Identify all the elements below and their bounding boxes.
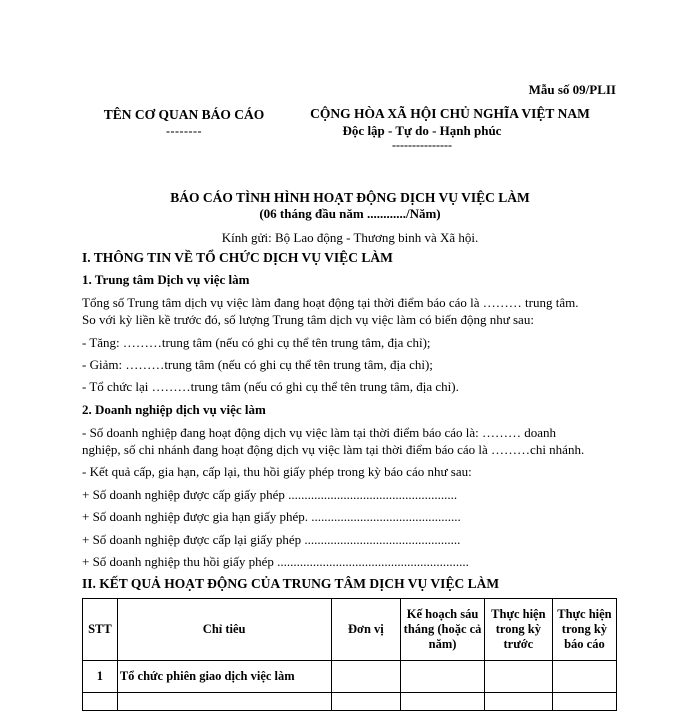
center-increase: - Tăng: ………trung tâm (nếu có ghi cụ thể tên trung tâm, địa chỉ);: [82, 335, 431, 350]
row-stt: 1: [83, 661, 118, 693]
license-granted: + Số doanh nghiệp được cấp giấy phép ....................................................: [82, 487, 458, 502]
header-unit: Đơn vị: [331, 599, 401, 661]
row-plan-empty: [401, 693, 485, 711]
row-stt-empty: [83, 693, 118, 711]
header-previous-period: Thực hiện trong kỳ trước: [484, 599, 552, 661]
row-indicator-empty: [117, 693, 331, 711]
motto-divider: ---------------: [392, 138, 452, 152]
section-1-heading: I. THÔNG TIN VỀ TỔ CHỨC DỊCH VỤ VIỆC LÀM: [82, 250, 393, 265]
agency-label: TÊN CƠ QUAN BÁO CÁO: [103, 107, 265, 122]
section-2-heading: II. KẾT QUẢ HOẠT ĐỘNG CỦA TRUNG TÂM DỊCH VỤ VIỆC LÀM: [82, 576, 500, 591]
national-motto: Độc lập - Tự do - Hạnh phúc: [342, 123, 502, 138]
row-indicator: Tổ chức phiên giao dịch việc làm: [117, 661, 331, 693]
row-unit-empty: [331, 693, 401, 711]
agency-divider: --------: [166, 124, 202, 138]
license-revoked: + Số doanh nghiệp thu hồi giấy phép ...........................................................: [82, 554, 469, 569]
table-row: [83, 661, 617, 693]
header-plan: Kế hoạch sáu tháng (hoặc cả năm): [401, 599, 485, 661]
report-period: (06 tháng đầu năm ............/Năm): [259, 206, 441, 221]
row-previous-empty: [484, 693, 552, 711]
license-extended: + Số doanh nghiệp được gia hạn giấy phép. ..............................................: [82, 509, 461, 524]
enterprise-count-line-1: - Số doanh nghiệp đang hoạt động dịch vụ việc làm tại thời điểm báo cáo là: ……… doanh: [82, 425, 557, 440]
header-stt: STT: [83, 599, 118, 661]
row-previous-cell: [484, 661, 552, 693]
row-plan-cell: [401, 661, 485, 693]
header-current-period: Thực hiện trong kỳ báo cáo: [552, 599, 616, 661]
center-reorganized: - Tổ chức lại ………trung tâm (nếu có ghi cụ thể tên trung tâm, địa chỉ).: [82, 379, 459, 394]
center-count-line-1: Tổng số Trung tâm dịch vụ việc làm đang hoạt động tại thời điểm báo cáo là ……… trung tâm.: [82, 295, 579, 310]
header-indicator: Chỉ tiêu: [117, 599, 331, 661]
table-row: [83, 693, 617, 711]
table-header-row: [83, 599, 617, 661]
subsection-1-heading: 1. Trung tâm Dịch vụ việc làm: [82, 272, 250, 287]
license-reissued: + Số doanh nghiệp được cấp lại giấy phép ................................................: [82, 532, 461, 547]
center-count-line-2: So với kỳ liền kề trước đó, số lượng Trung tâm dịch vụ việc làm có biến động như sau:: [82, 312, 534, 327]
row-current-cell: [552, 661, 616, 693]
results-table: [82, 598, 617, 711]
enterprise-count-line-2: nghiệp, số chi nhánh đang hoạt động dịch vụ việc làm tại thời điểm báo cáo là ………chi nhánh.: [82, 442, 585, 457]
license-intro: - Kết quả cấp, gia hạn, cấp lại, thu hồi giấy phép trong kỳ báo cáo như sau:: [82, 464, 472, 479]
row-current-empty: [552, 693, 616, 711]
report-recipient: Kính gửi: Bộ Lao động - Thương binh và Xã hội.: [221, 230, 479, 245]
form-number: Mẫu số 09/PLII: [528, 82, 616, 97]
nation-title: CỘNG HÒA XÃ HỘI CHỦ NGHĨA VIỆT NAM: [310, 106, 590, 121]
row-unit-cell: [331, 661, 401, 693]
center-decrease: - Giảm: ………trung tâm (nếu có ghi cụ thể tên trung tâm, địa chỉ);: [82, 357, 433, 372]
subsection-2-heading: 2. Doanh nghiệp dịch vụ việc làm: [82, 402, 266, 417]
report-title: BÁO CÁO TÌNH HÌNH HOẠT ĐỘNG DỊCH VỤ VIỆC LÀM: [170, 190, 530, 205]
